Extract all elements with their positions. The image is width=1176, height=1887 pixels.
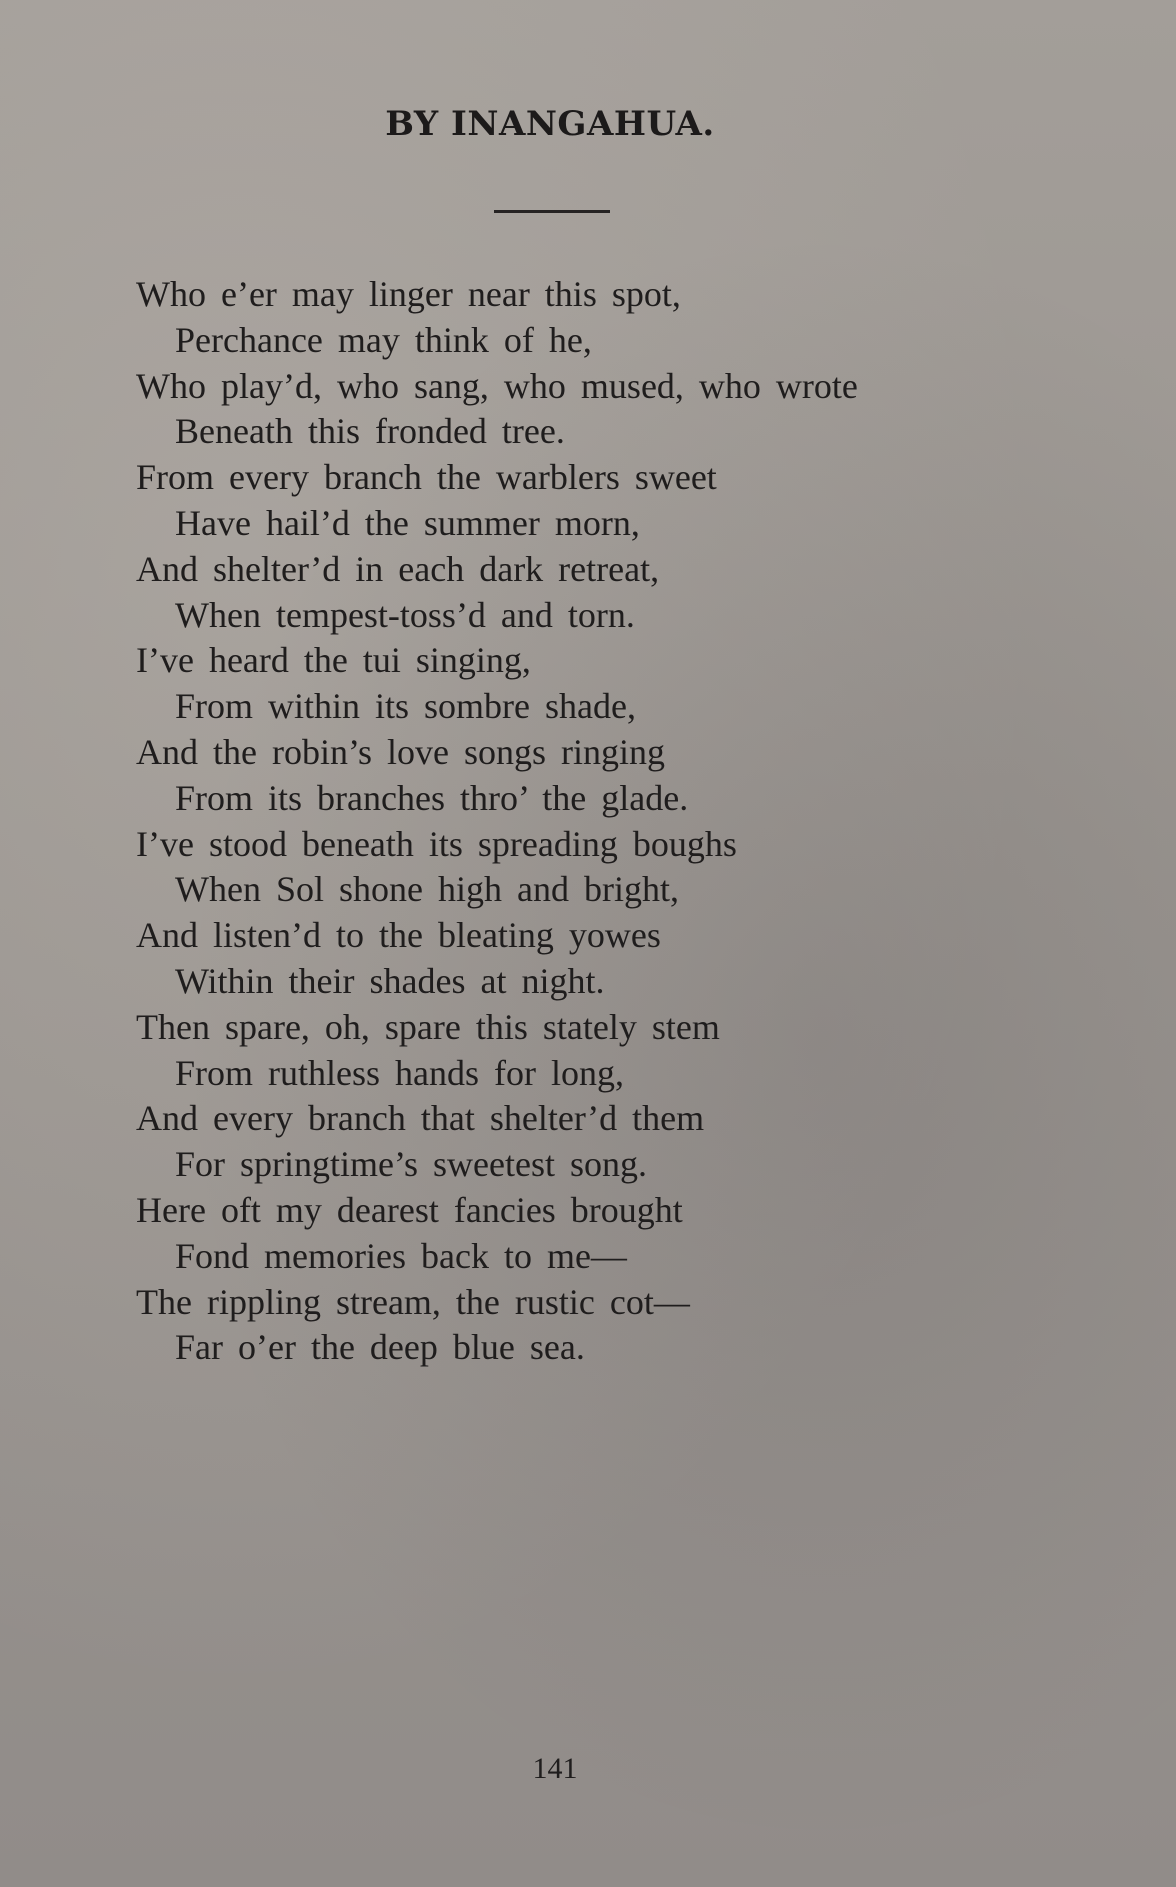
poem-line: When Sol shone high and bright,: [175, 869, 679, 910]
poem-line: Perchance may think of he,: [175, 319, 592, 360]
poem-line: Who e’er may linger near this spot,: [136, 274, 681, 314]
poem-line: For springtime’s sweetest song.: [175, 1144, 647, 1185]
poem-line: And every branch that shelter’d them: [136, 1098, 705, 1139]
poem-line: Fond memories back to me—: [175, 1235, 627, 1276]
poem-line: From within its sombre shade,: [175, 686, 636, 727]
poem-line: Have hail’d the summer morn,: [175, 502, 640, 543]
poem-line: From ruthless hands for long,: [175, 1052, 624, 1093]
page-number: 141: [532, 1752, 578, 1785]
poem-line: Who play’d, who sang, who mused, who wrote: [136, 365, 858, 406]
poem-body: [136, 272, 1036, 1371]
poem-line: From every branch the warblers sweet: [136, 457, 717, 498]
poem-line: I’ve heard the tui singing,: [136, 640, 531, 681]
poem-line: I’ve stood beneath its spreading boughs: [136, 823, 737, 864]
poem-line: Beneath this fronded tree.: [175, 411, 565, 452]
poem-line: The rippling stream, the rustic cot—: [136, 1281, 690, 1322]
title-divider: [494, 210, 610, 213]
poem-line: From its branches thro’ the glade.: [175, 777, 689, 818]
page-title: BY INANGAHUA.: [385, 104, 715, 144]
poem-line: Here oft my dearest fancies brought: [136, 1189, 683, 1230]
poem-line: Far o’er the deep blue sea.: [175, 1327, 585, 1368]
poem-line: And shelter’d in each dark retreat,: [136, 548, 660, 589]
poem-line: And the robin’s love songs ringing: [136, 731, 665, 772]
poem-line: Within their shades at night.: [175, 960, 605, 1001]
poem-line: Then spare, oh, spare this stately stem: [136, 1006, 720, 1047]
poem-line: When tempest-toss’d and torn.: [175, 594, 635, 635]
poem-line: And listen’d to the bleating yowes: [136, 915, 661, 956]
